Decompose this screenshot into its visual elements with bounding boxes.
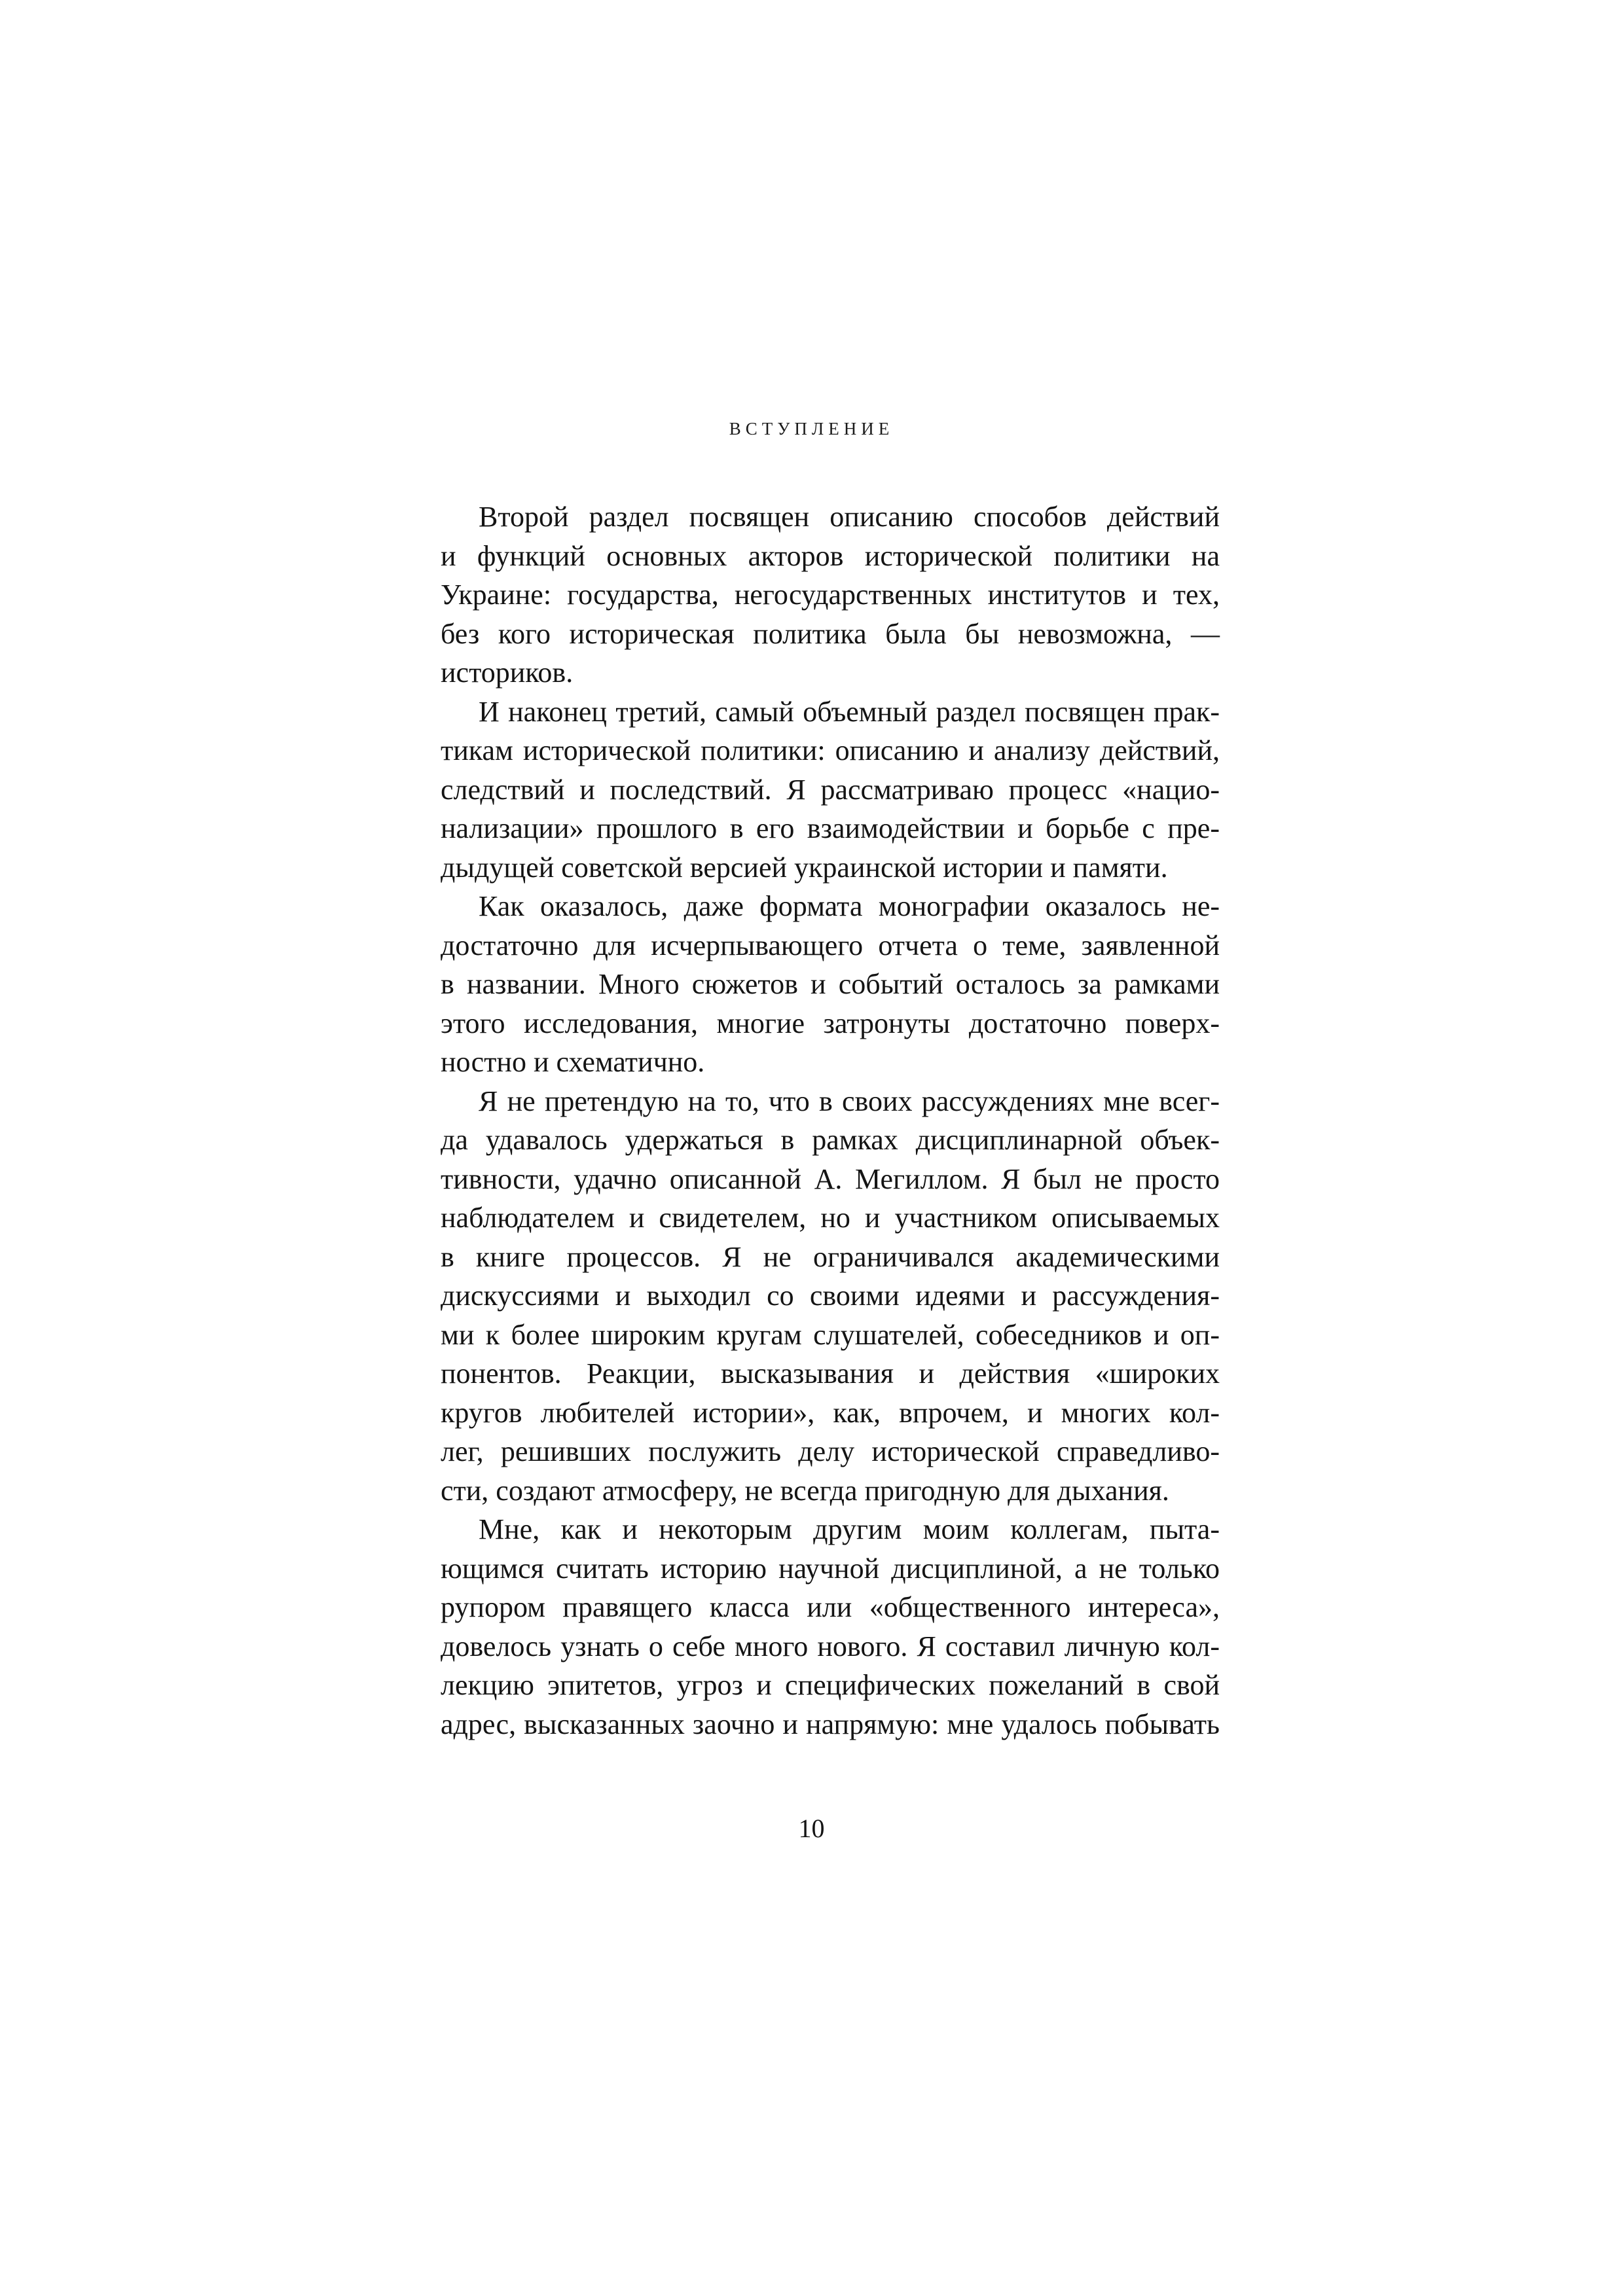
text-line: историков. (441, 656, 574, 689)
text-line: И наконец третий, самый объемный раздел посвящен прак- (479, 695, 1220, 728)
text-line: понентов. Реакции, высказывания и действия «широких (441, 1357, 1220, 1390)
text-line: в книге процессов. Я не ограничивался академическими (441, 1240, 1220, 1273)
text-line: Украине: государства, негосударственных институтов и тех, (441, 579, 1220, 611)
text-line: нализации» прошлого в его взаимодействии и борьбе с пре- (441, 812, 1220, 844)
page-number: 10 (798, 1814, 825, 1843)
body-text (441, 497, 1220, 1744)
text-line: без кого историческая политика была бы невозможна, — (441, 617, 1220, 650)
text-line: кругов любителей истории», как, впрочем, и многих кол- (441, 1396, 1220, 1429)
text-line: ностно и схематично. (441, 1046, 705, 1078)
text-line: довелось узнать о себе много нового. Я составил личную кол- (441, 1630, 1220, 1662)
paragraph (441, 1082, 1220, 1511)
text-line: тикам исторической политики: описанию и анализу действий, (441, 734, 1220, 766)
running-head: ВСТУПЛЕНИЕ (729, 419, 894, 439)
paragraph (441, 887, 1220, 1082)
text-line: наблюдателем и свидетелем, но и участником описываемых (441, 1202, 1220, 1234)
text-line: и функций основных акторов исторической политики на (441, 539, 1220, 572)
text-line: адрес, высказанных заочно и напрямую: мне удалось побывать (441, 1708, 1220, 1740)
text-line: рупором правящего класса или «общественного интереса», (441, 1591, 1220, 1623)
paragraph (441, 497, 1220, 692)
text-line: сти, создают атмосферу, не всегда пригодную для дыхания. (441, 1474, 1169, 1507)
text-line: следствий и последствий. Я рассматриваю процесс «нацио- (441, 773, 1220, 806)
text-line: ми к более широким кругам слушателей, собеседников и оп- (441, 1318, 1220, 1351)
text-line: Я не претендую на то, что в своих рассуждениях мне всег- (479, 1085, 1220, 1117)
text-line: Как оказалось, даже формата монографии оказалось не- (479, 890, 1220, 922)
text-line: да удавалось удержаться в рамках дисциплинарной объек- (441, 1124, 1220, 1156)
text-line: в названии. Много сюжетов и событий осталось за рамками (441, 968, 1220, 1000)
text-line: Второй раздел посвящен описанию способов действий (479, 501, 1220, 533)
text-line: этого исследования, многие затронуты достаточно поверх- (441, 1007, 1220, 1039)
text-line: Мне, как и некоторым другим моим коллегам, пыта- (479, 1513, 1220, 1545)
paragraph (441, 1510, 1220, 1744)
text-line: ющимся считать историю научной дисциплиной, а не только (441, 1552, 1220, 1585)
text-line: достаточно для исчерпывающего отчета о теме, заявленной (441, 929, 1220, 961)
text-line: дискуссиями и выходил со своими идеями и рассуждения- (441, 1280, 1220, 1312)
text-line: лег, решивших послужить делу исторической справедливо- (441, 1435, 1220, 1467)
text-line: дыдущей советской версией украинской истории и памяти. (441, 851, 1168, 884)
text-line: тивности, удачно описанной А. Мегиллом. Я был не просто (441, 1162, 1220, 1195)
paragraph (441, 692, 1220, 888)
text-line: лекцию эпитетов, угроз и специфических пожеланий в свой (441, 1669, 1220, 1701)
